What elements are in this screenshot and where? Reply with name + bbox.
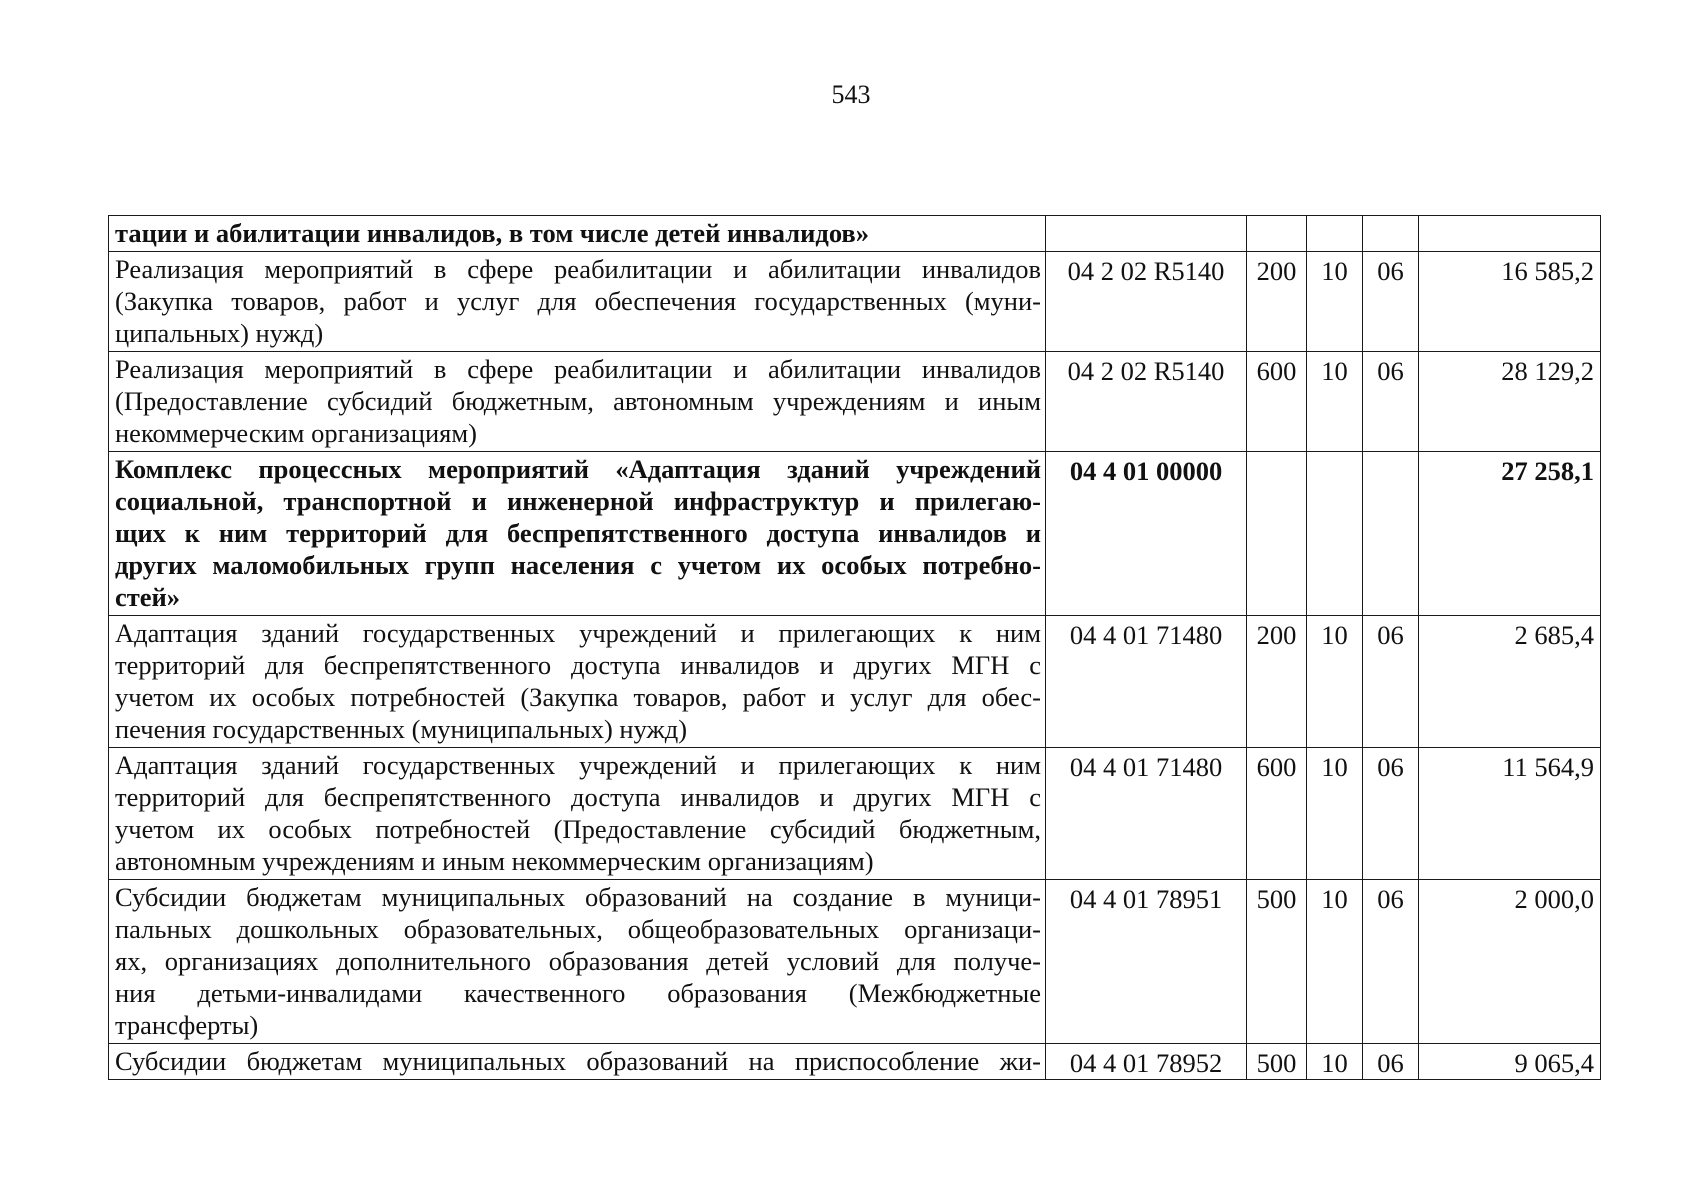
amount-cell [1419, 216, 1601, 252]
subsection-cell [1363, 216, 1419, 252]
target-code-cell: 04 4 01 78951 [1046, 880, 1247, 1044]
name-line: Комплекс процессных мероприятий «Адаптация зданий учреждений [115, 454, 1041, 484]
amount-cell: 2 685,4 [1419, 616, 1601, 748]
row-name-cell [109, 216, 1046, 252]
page-number: 543 [831, 80, 871, 109]
table-row [109, 216, 1601, 252]
row-name-cell [109, 352, 1046, 452]
name-line: ципальных) нужд) [115, 318, 324, 348]
amount-cell: 27 258,1 [1419, 452, 1601, 616]
target-code-cell [1046, 216, 1247, 252]
section-cell: 10 [1307, 616, 1363, 748]
name-line: территорий для беспрепятственного доступа инвалидов и других МГН с [115, 650, 1041, 680]
name-line: учетом их особых потребностей (Закупка товаров, работ и услуг для обес- [115, 682, 1041, 712]
subsection-cell [1363, 452, 1419, 616]
name-line: автономным учреждениям и иным некоммерческим организациям) [115, 846, 874, 876]
row-name-cell [109, 616, 1046, 748]
subsection-cell: 06 [1363, 1044, 1419, 1080]
section-cell [1307, 216, 1363, 252]
name-line: Реализация мероприятий в сфере реабилитации и абилитации инвалидов [115, 254, 1041, 284]
expense-type-cell: 500 [1247, 880, 1307, 1044]
section-cell: 10 [1307, 880, 1363, 1044]
amount-cell: 2 000,0 [1419, 880, 1601, 1044]
target-code-cell: 04 2 02 R5140 [1046, 252, 1247, 352]
table-row [109, 880, 1601, 1044]
name-line: печения государственных (муниципальных) нужд) [115, 714, 688, 744]
section-cell [1307, 452, 1363, 616]
name-line: ях, организациях дополнительного образования детей условий для получе- [115, 946, 1041, 976]
expense-type-cell: 600 [1247, 352, 1307, 452]
expense-type-cell [1247, 216, 1307, 252]
name-line: ния детьми-инвалидами качественного образования (Межбюджетные [115, 978, 1041, 1008]
subsection-cell: 06 [1363, 880, 1419, 1044]
name-line: (Закупка товаров, работ и услуг для обеспечения государственных (муни- [115, 286, 1041, 316]
subsection-cell: 06 [1363, 252, 1419, 352]
target-code-cell: 04 4 01 71480 [1046, 748, 1247, 880]
row-name-cell [109, 748, 1046, 880]
row-name-cell [109, 880, 1046, 1044]
name-line: Субсидии бюджетам муниципальных образований на создание в муници- [115, 882, 1041, 912]
table-row [109, 352, 1601, 452]
name-line: Субсидии бюджетам муниципальных образований на приспособление жи- [115, 1046, 1041, 1076]
name-line: Адаптация зданий государственных учреждений и прилегающих к ним [115, 750, 1041, 780]
target-code-cell: 04 4 01 78952 [1046, 1044, 1247, 1080]
name-line: Адаптация зданий государственных учреждений и прилегающих к ним [115, 618, 1041, 648]
name-line: территорий для беспрепятственного доступа инвалидов и других МГН с [115, 782, 1041, 812]
amount-cell: 16 585,2 [1419, 252, 1601, 352]
name-line: учетом их особых потребностей (Предоставление субсидий бюджетным, [115, 814, 1041, 844]
subsection-cell: 06 [1363, 748, 1419, 880]
table-row [109, 452, 1601, 616]
section-cell: 10 [1307, 1044, 1363, 1080]
subsection-cell: 06 [1363, 352, 1419, 452]
expense-type-cell: 600 [1247, 748, 1307, 880]
section-cell: 10 [1307, 252, 1363, 352]
name-line: социальной, транспортной и инженерной инфраструктур и прилегаю- [115, 486, 1041, 516]
expense-type-cell [1247, 452, 1307, 616]
name-line: трансферты) [115, 1010, 259, 1040]
name-line: Реализация мероприятий в сфере реабилитации и абилитации инвалидов [115, 354, 1041, 384]
name-line: (Предоставление субсидий бюджетным, автономным учреждениям и иным [115, 386, 1041, 416]
expense-type-cell: 200 [1247, 616, 1307, 748]
target-code-cell: 04 4 01 00000 [1046, 452, 1247, 616]
amount-cell: 9 065,4 [1419, 1044, 1601, 1080]
name-line: тации и абилитации инвалидов, в том числе детей инвалидов» [115, 218, 869, 248]
target-code-cell: 04 4 01 71480 [1046, 616, 1247, 748]
subsection-cell: 06 [1363, 616, 1419, 748]
expense-type-cell: 200 [1247, 252, 1307, 352]
amount-cell: 11 564,9 [1419, 748, 1601, 880]
name-line: других маломобильных групп населения с учетом их особых потребно- [115, 550, 1041, 580]
name-line: стей» [115, 582, 181, 612]
budget-table [108, 215, 1601, 1080]
table-row [109, 748, 1601, 880]
table-row [109, 1044, 1601, 1080]
amount-cell: 28 129,2 [1419, 352, 1601, 452]
name-line: некоммерческим организациям) [115, 418, 477, 448]
row-name-cell [109, 1044, 1046, 1080]
row-name-cell [109, 452, 1046, 616]
row-name-cell [109, 252, 1046, 352]
table-row [109, 252, 1601, 352]
table-row [109, 616, 1601, 748]
section-cell: 10 [1307, 748, 1363, 880]
section-cell: 10 [1307, 352, 1363, 452]
expense-type-cell: 500 [1247, 1044, 1307, 1080]
target-code-cell: 04 2 02 R5140 [1046, 352, 1247, 452]
name-line: пальных дошкольных образовательных, общеобразовательных организаци- [115, 914, 1041, 944]
name-line: щих к ним территорий для беспрепятственного доступа инвалидов и [115, 518, 1041, 548]
